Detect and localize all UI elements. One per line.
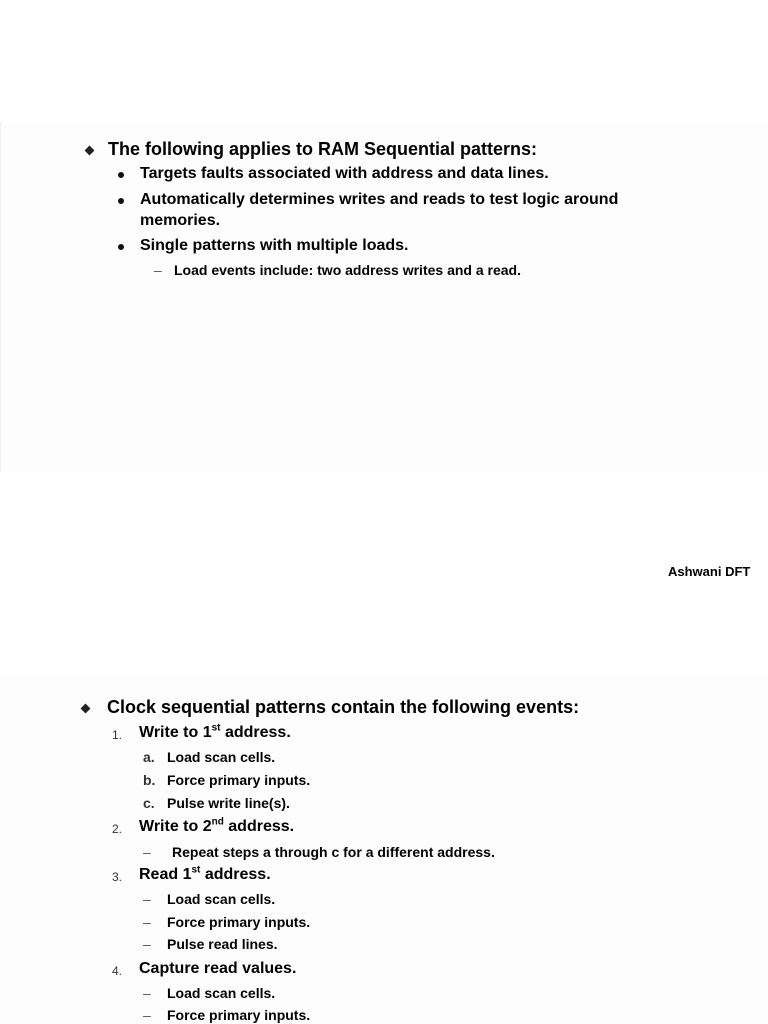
step-substep: Pulse read lines.: [167, 936, 278, 952]
step-substep: Repeat steps a through c for a different address.: [172, 844, 495, 860]
step-substep: Load scan cells.: [167, 985, 276, 1001]
step-substep: Load scan cells.: [167, 749, 276, 765]
step-substep: Force primary inputs.: [167, 914, 311, 930]
slide1-subbullet: Load events include: two address writes and a read.: [174, 262, 521, 278]
bullet-dot-icon: [118, 172, 124, 178]
slide1-bullet-2-cont: memories.: [140, 212, 221, 229]
dash-marker-icon: –: [143, 985, 151, 1001]
step-number: 1.: [112, 728, 123, 742]
step-number: 3.: [112, 870, 123, 884]
step-substep: Force primary inputs.: [167, 772, 311, 788]
dash-marker-icon: –: [143, 891, 151, 907]
slide1-bullet-1: Targets faults associated with address and data lines.: [140, 165, 549, 182]
slide1-bullet-3: Single patterns with multiple loads.: [140, 237, 409, 254]
bullet-dot-icon: [118, 244, 124, 250]
step-letter: b.: [143, 772, 156, 788]
step-letter: c.: [143, 795, 155, 811]
step-title: Capture read values.: [139, 960, 297, 977]
step-title: Read 1st address.: [139, 864, 271, 883]
dash-marker-icon: –: [143, 914, 151, 930]
slide1-bullet-2: Automatically determines writes and reads to test logic around: [140, 191, 619, 208]
dash-marker-icon: –: [143, 1007, 151, 1023]
bullet-dot-icon: [118, 198, 124, 204]
footer-author: Ashwani DFT: [668, 564, 751, 579]
slide1-heading: The following applies to RAM Sequential patterns:: [108, 139, 538, 159]
step-letter: a.: [143, 749, 155, 765]
dash-marker-icon: –: [143, 936, 151, 952]
step-substep: Pulse write line(s).: [167, 795, 290, 811]
slide2-heading: Clock sequential patterns contain the following events:: [107, 697, 580, 717]
step-title: Write to 2nd address.: [139, 816, 295, 835]
step-substep: Force primary inputs.: [167, 1007, 311, 1023]
dash-marker-icon: –: [143, 844, 151, 860]
step-number: 4.: [112, 964, 123, 978]
step-title: Write to 1st address.: [139, 722, 291, 741]
step-substep: Load scan cells.: [167, 891, 276, 907]
dash-marker-icon: –: [154, 262, 162, 278]
step-number: 2.: [112, 822, 123, 836]
